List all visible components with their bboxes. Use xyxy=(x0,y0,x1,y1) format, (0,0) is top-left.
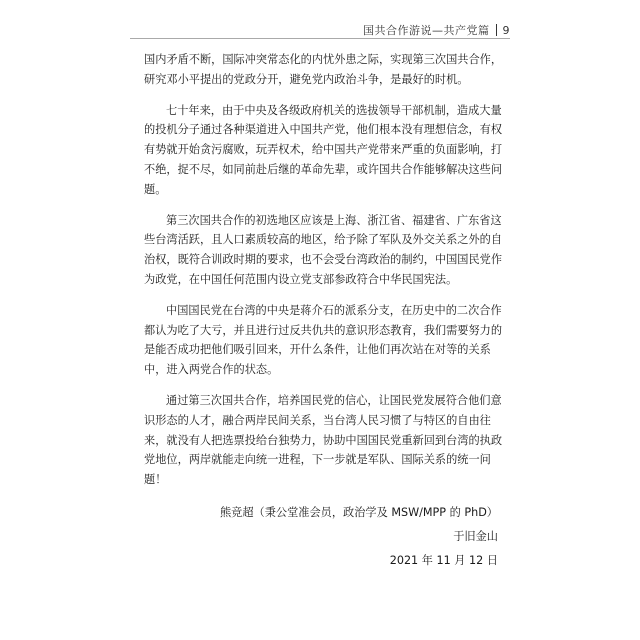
paragraph: 中国国民党在台湾的中央是蒋介石的派系分支，在历史中的二次合作都认为吃了大亏，并且进行过反共仇共的意识形态教育，我们需要努力的是能否成功把他们吸引回来，开什么条件，让他们再次站在对等的关系中，进入两党合作的状态。 xyxy=(144,303,503,377)
signature-author: 熊竞超（秉公堂准会员，政治学及 MSW/MPP 的 PhD） xyxy=(219,505,498,519)
signature-date: 2021 年 11 月 12 日 xyxy=(389,553,498,567)
page-number: 9 xyxy=(502,23,510,37)
running-title: 国共合作游说—共产党篇 xyxy=(363,24,490,37)
paragraph: 第三次国共合作的初选地区应该是上海、浙江省、福建省、广东省这些台湾活跃，且人口素质较高的地区，给予除了军队及外交关系之外的自治权，既符合训政时期的要求，也不会受台湾政治的制约，中国国民党作为政党，在中国任何范围内设立党支部参政符合中华民国宪法。 xyxy=(144,213,503,286)
header-rule xyxy=(130,38,510,39)
document-body xyxy=(144,50,508,573)
running-header xyxy=(363,22,510,38)
paragraph-continued: 国内矛盾不断，国际冲突常态化的内忧外患之际，实现第三次国共合作，研究邓小平提出的党政分开，避免党内政治斗争，是最好的时机。 xyxy=(144,53,503,86)
signature-location: 于旧金山 xyxy=(453,529,498,543)
header-separator xyxy=(496,24,497,36)
paragraph: 七十年来，由于中央及各级政府机关的选拔领导干部机制，造成大量的投机分子通过各种渠道进入中国共产党，他们根本没有理想信念，有权有势就开始贪污腐败，玩弄权术，给中国共产党带来严重的负面影响，打不绝，捉不尽，如同前赴后继的革命先辈，或许国共合作能够解决这些问题。 xyxy=(144,103,503,196)
paragraph: 通过第三次国共合作，培养国民党的信心，让国民党发展符合他们意识形态的人才，融合两岸民间关系，当台湾人民习惯了与特区的自由往来，就没有人把选票投给台独势力，协助中国国民党重新回到台湾的执政党地位，两岸就能走向统一进程，下一步就是军队、国际关系的统一问题！ xyxy=(144,393,503,487)
